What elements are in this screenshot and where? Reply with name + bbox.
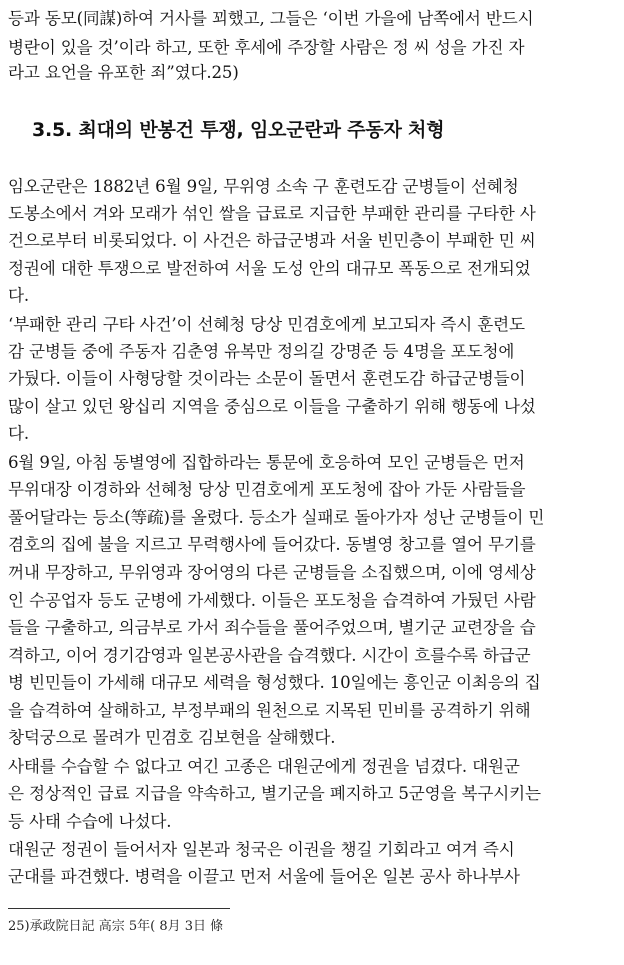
text-line: 등 사태 수습에 나섰다.	[8, 812, 172, 831]
text-line: 무위대장 이경하와 선혜청 당상 민겸호에게 포도청에 잡아 가둔 사람들을	[8, 480, 526, 499]
text-line: 임오군란은 1882년 6월 9일, 무위영 소속 구 훈련도감 군병들이 선혜청	[8, 177, 519, 196]
text-line: 창덕궁으로 몰려가 민겸호 김보현을 살해했다.	[8, 728, 336, 747]
text-line: 가뒀다. 이들이 사형당할 것이라는 소문이 돌면서 훈련도감 하급군병들이	[8, 369, 526, 388]
footnote: 25)承政院日記 高宗 5年( 8月 3日 條	[8, 919, 224, 934]
section-heading: 3.5. 최대의 반봉건 투쟁, 임오군란과 주동자 처형	[32, 119, 445, 141]
text-line: 대원군 정권이 들어서자 일본과 청국은 이권을 챙길 기회라고 여겨 즉시	[8, 840, 515, 859]
text-line: 들을 구출하고, 의금부로 가서 죄수들을 풀어주었으며, 별기군 교련장을 습	[8, 618, 536, 637]
text-line: 겸호의 집에 불을 지르고 무력행사에 들어갔다. 동별영 창고를 열어 무기를	[8, 535, 536, 554]
text-line: 병란이 있을 것’이라 하고, 또한 후세에 주장할 사람은 정 씨 성을 가진 자	[8, 38, 525, 57]
text-line: 을 습격하여 살해하고, 부정부패의 원천으로 지목된 민비를 공격하기 위해	[8, 701, 531, 720]
text-line: 군대를 파견했다. 병력을 이끌고 먼저 서울에 들어온 일본 공사 하나부사	[8, 867, 520, 886]
text-line: ‘부패한 관리 구타 사건’이 선혜청 당상 민겸호에게 보고되자 즉시 훈련도	[8, 315, 525, 334]
text-line: 사태를 수습할 수 없다고 여긴 고종은 대원군에게 정권을 넘겼다. 대원군	[8, 757, 520, 776]
text-line: 다.	[8, 286, 30, 305]
text-line: 풀어달라는 등소(等疏)를 올렸다. 등소가 실패로 돌아가자 성난 군병들이 민	[8, 508, 545, 527]
text-line: 은 정상적인 급료 지급을 약속하고, 별기군을 폐지하고 5군영을 복구시키는	[8, 784, 541, 803]
text-line: 많이 살고 있던 왕십리 지역을 중심으로 이들을 구출하기 위해 행동에 나섰	[8, 397, 536, 416]
text-line: 건으로부터 비롯되었다. 이 사건은 하급군병과 서울 빈민층이 부패한 민 씨	[8, 231, 536, 250]
text-line: 다.	[8, 424, 30, 443]
text-line: 격하고, 이어 경기감영과 일본공사관을 습격했다. 시간이 흐를수록 하급군	[8, 646, 531, 665]
text-line: 6월 9일, 아침 동별영에 집합하라는 통문에 호응하여 모인 군병들은 먼저	[8, 453, 525, 472]
text-line: 등과 동모(同謀)하여 거사를 꾀했고, 그들은 ‘이번 가을에 남쪽에서 반드시	[8, 9, 534, 28]
text-line: 라고 요언을 유포한 죄”였다.25)	[8, 63, 239, 82]
text-line: 병 빈민들이 가세해 대규모 세력을 형성했다. 10일에는 흥인군 이최응의 집	[8, 673, 541, 692]
text-line: 인 수공업자 등도 군병에 가세했다. 이들은 포도청을 습격하여 가뒀던 사람	[8, 591, 536, 610]
text-line: 도봉소에서 겨와 모래가 섞인 쌀을 급료로 지급한 부패한 관리를 구타한 사	[8, 204, 536, 223]
text-line: 정권에 대한 투쟁으로 발전하여 서울 도성 안의 대규모 폭동으로 전개되었	[8, 259, 531, 278]
footnote-divider	[8, 908, 230, 909]
text-line: 꺼내 무장하고, 무위영과 장어영의 다른 군병들을 소집했으며, 이에 영세상	[8, 563, 536, 582]
text-line: 감 군병들 중에 주동자 김춘영 유복만 정의길 강명준 등 4명을 포도청에	[8, 342, 515, 361]
